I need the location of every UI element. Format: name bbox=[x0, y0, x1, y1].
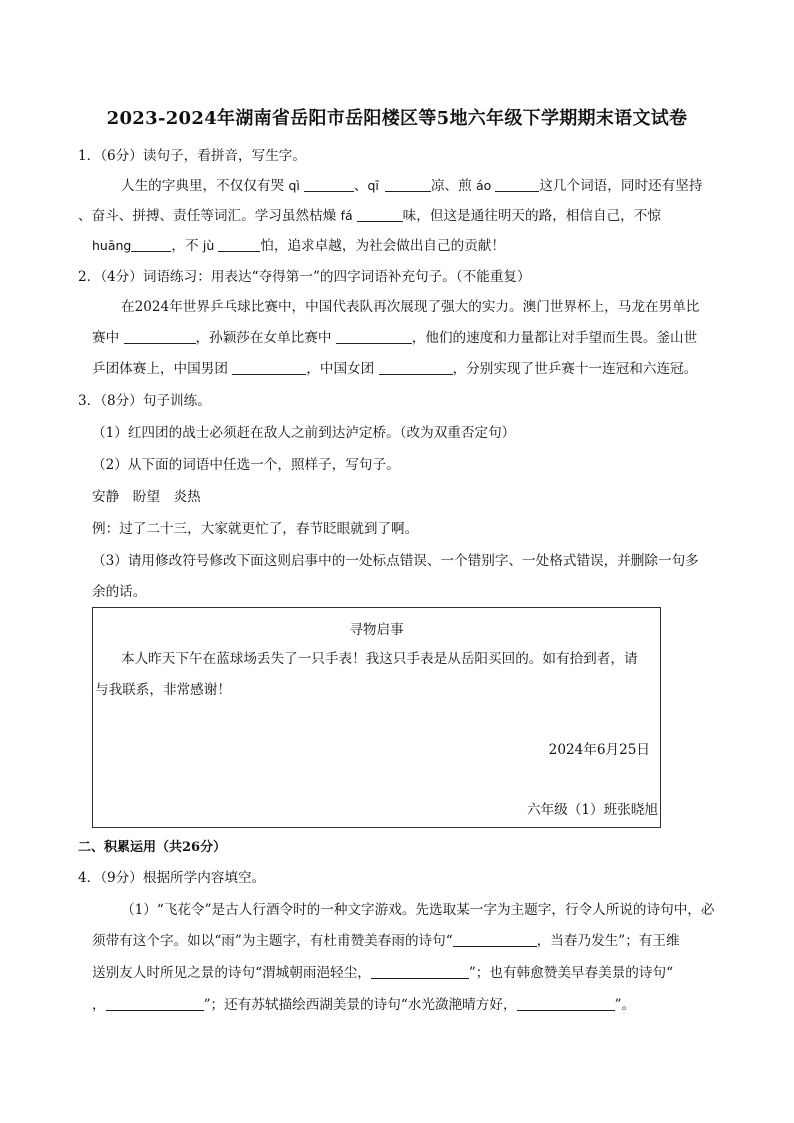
q3-sub-3-line-1: （3）请用修改符号修改下面这则启事中的一处标点错误、一个错别字、一处格式错误，并删除一句多 bbox=[92, 553, 699, 569]
q1-text: 、奋斗、拼搏、责任等词汇。学习虽然枯燥 bbox=[78, 208, 341, 224]
q1-text: 怕，追求卓越，为社会做出自己的贡献！ bbox=[260, 238, 505, 254]
pinyin-2: qī bbox=[367, 178, 379, 193]
answer-blank[interactable] bbox=[517, 996, 615, 1011]
q2-line-3 bbox=[92, 359, 697, 379]
page-title: 2023-2024年湖南省岳阳市岳阳楼区等5地六年级下学期期末语文试卷 bbox=[106, 108, 688, 129]
q2-header: 2．（4分）词语练习：用表达“夺得第一”的四字词语补充句子。（不能重复） bbox=[78, 269, 531, 285]
answer-blank[interactable] bbox=[336, 329, 412, 344]
q3-header: 3．（8分）句子训练。 bbox=[78, 393, 211, 409]
q4-text: ”。 bbox=[614, 997, 636, 1013]
q4-header: 4．（9分）根据所学内容填空。 bbox=[78, 870, 266, 886]
q1-text: 人生的字典里，不仅仅有哭 bbox=[121, 178, 289, 194]
q4-line-2 bbox=[92, 931, 680, 951]
q4-line-1: （1）“飞花令”是古人行酒令时的一种文字游戏。先选取某一字为主题字，行令人所说的诗句中，必 bbox=[121, 902, 715, 918]
q2-text: ，中国女团 bbox=[306, 361, 379, 377]
q1-line-3 bbox=[92, 236, 505, 256]
q2-text: 乒团体赛上，中国男团 bbox=[92, 361, 233, 377]
q3-sub-2: （2）从下面的词语中任选一个，照样子，写句子。 bbox=[92, 457, 400, 473]
q4-text: ”；也有韩愈赞美早春美景的诗句“ bbox=[468, 965, 674, 981]
q3-sub-3-line-2: 余的话。 bbox=[92, 584, 147, 600]
pinyin-1: qì bbox=[288, 178, 300, 193]
lost-item-notice bbox=[92, 607, 661, 828]
q2-text: ，孙颖莎在女单比赛中 bbox=[195, 330, 336, 346]
pinyin-3: áo bbox=[476, 178, 492, 193]
q4-text: ”；还有苏轼描绘西湖美景的诗句“水光潋滟晴方好， bbox=[203, 997, 517, 1013]
q2-line-1: 在2024年世界乒乓球比赛中，中国代表队再次展现了强大的实力。澳门世界杯上，马龙在男单比 bbox=[121, 299, 700, 315]
notice-date: 2024年6月25日 bbox=[548, 742, 650, 758]
q3-word-list: 安静 盼望 炎热 bbox=[92, 489, 201, 505]
q1-text: 这几个词语，同时还有坚持 bbox=[539, 178, 703, 194]
notice-title: 寻物启事 bbox=[349, 622, 404, 638]
q1-line-2 bbox=[78, 206, 661, 226]
q4-text: 送别友人时所见之景的诗句“渭城朝雨浥轻尘， bbox=[92, 965, 371, 981]
answer-blank[interactable] bbox=[106, 996, 204, 1011]
q2-text: 赛中 bbox=[92, 330, 124, 346]
section-heading: 二、积累运用（共26分） bbox=[78, 840, 227, 855]
q1-line-1 bbox=[121, 176, 702, 196]
q1-header: 1．（6分）读句子，看拼音，写生字。 bbox=[78, 148, 306, 164]
q3-example: 例：过了二十三，大家就更忙了，春节眨眼就到了啊。 bbox=[92, 521, 419, 537]
notice-signer: 六年级（1）班张晓旭 bbox=[527, 802, 658, 818]
answer-blank[interactable] bbox=[131, 237, 171, 252]
q2-line-2 bbox=[92, 328, 697, 348]
answer-blank[interactable] bbox=[124, 329, 196, 344]
answer-blank[interactable] bbox=[232, 360, 306, 375]
pinyin-6: jù bbox=[202, 238, 215, 253]
answer-blank[interactable] bbox=[495, 177, 539, 192]
answer-blank[interactable] bbox=[371, 964, 469, 979]
answer-blank[interactable] bbox=[304, 177, 354, 192]
q4-text: ， bbox=[92, 997, 106, 1013]
answer-blank[interactable] bbox=[385, 177, 431, 192]
notice-body-line-1: 本人昨天下午在蓝球场丢失了一只手表！我这只手表是从岳阳买回的。如有拾到者，请 bbox=[121, 651, 638, 667]
pinyin-5: huāng bbox=[92, 238, 132, 253]
answer-blank[interactable] bbox=[357, 207, 403, 222]
q1-text: 凉、煎 bbox=[430, 178, 476, 194]
q4-text: ，当春乃发生”；有王维 bbox=[536, 933, 680, 949]
q4-line-4 bbox=[92, 995, 635, 1015]
q2-text: ，分别实现了世乒赛十一连冠和六连冠。 bbox=[452, 361, 698, 377]
q2-text: ，他们的速度和力量都让对手望而生畏。釜山世 bbox=[411, 330, 698, 346]
q4-line-3 bbox=[92, 963, 673, 983]
q1-text: 味，但这是通往明天的路，相信自己，不惊 bbox=[402, 208, 661, 224]
notice-body-line-2: 与我联系，非常感谢！ bbox=[95, 682, 231, 698]
q1-text: ，不 bbox=[171, 238, 203, 254]
q3-sub-1: （1）红四团的战士必须赶在敌人之前到达泸定桥。（改为双重否定句） bbox=[92, 425, 516, 441]
q1-text: 、 bbox=[353, 178, 368, 194]
answer-blank[interactable] bbox=[218, 237, 260, 252]
answer-blank[interactable] bbox=[379, 360, 453, 375]
q4-text: 须带有这个字。如以“雨”为主题字，有杜甫赞美春雨的诗句“ bbox=[92, 933, 453, 949]
answer-blank[interactable] bbox=[453, 932, 537, 947]
pinyin-4: fá bbox=[340, 208, 353, 223]
